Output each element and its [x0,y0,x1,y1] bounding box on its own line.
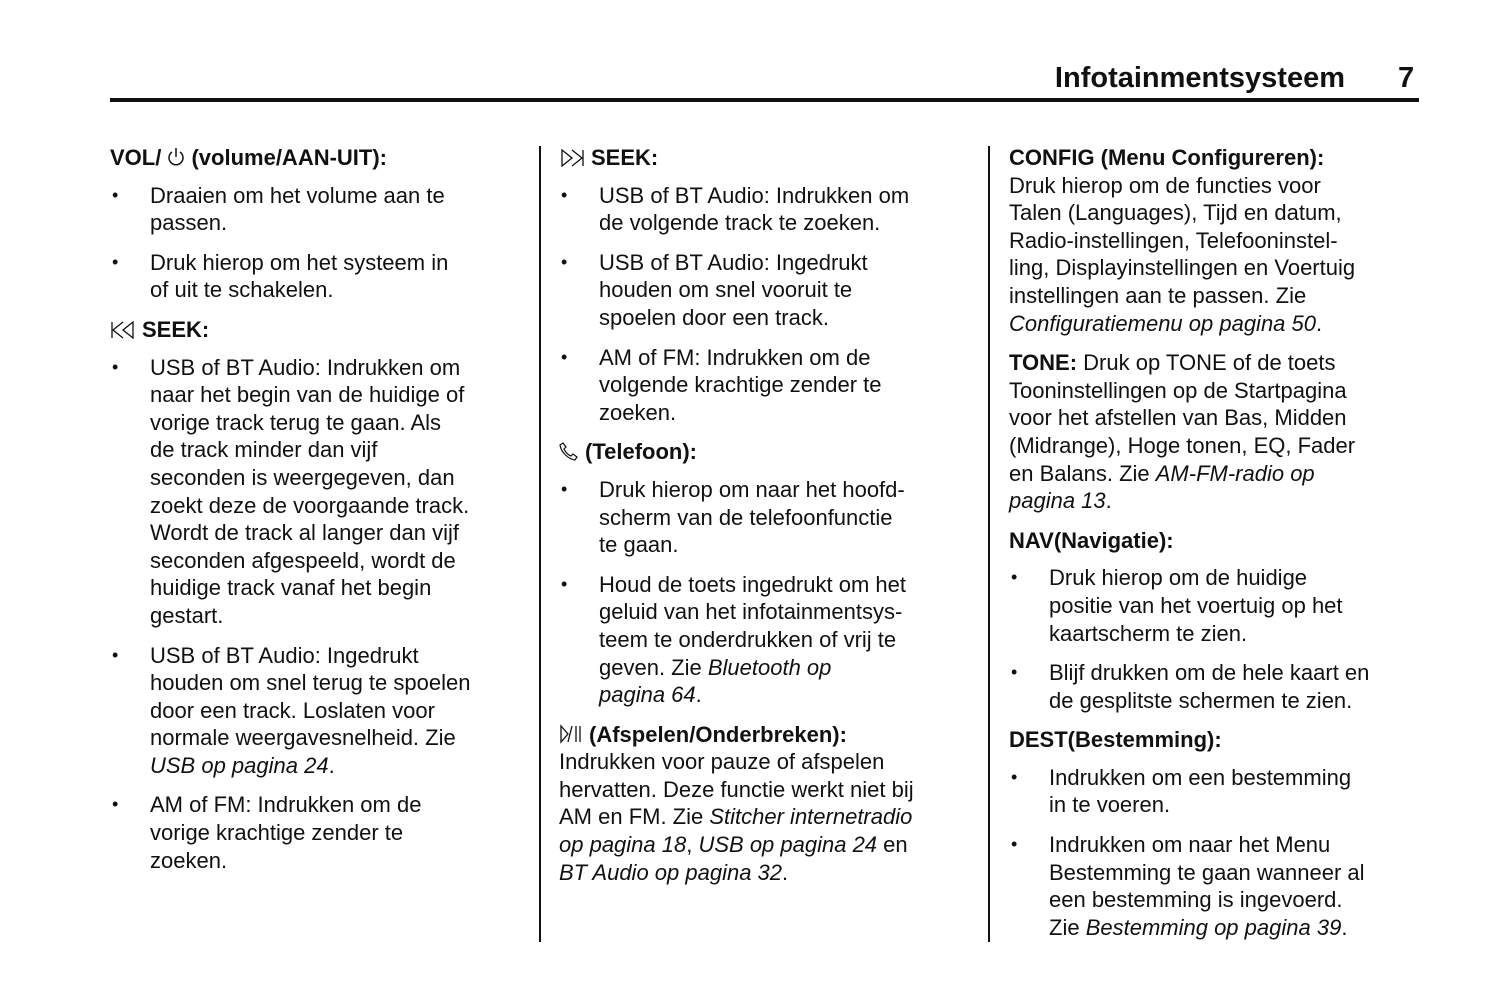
list-item: • USB of BT Audio: Indrukken om de volgende track te zoeken. [561,182,910,236]
header-rule [110,98,1419,102]
heading-dest: DEST(Bestemming): [1009,727,1222,753]
page-number: 7 [1398,62,1415,94]
column-2 [559,144,979,898]
list-item: • USB of BT Audio: Ingedrukt houden om snel vooruit te spoelen door een track. [561,249,868,330]
list-item: • Druk hierop om naar het hoofd- scherm van de telefoonfunctie te gaan. [561,476,905,558]
heading-telefoon: (Telefoon): [559,438,979,466]
list-item: • Draaien om het volume aan te passen. [112,182,445,236]
list-item: • Indrukken om naar het Menu Bestemming te gaan wanneer al een bestemming is ingevoerd. Zie Bestemming op pagina 39. [1011,832,1365,940]
list-item: • USB of BT Audio: Ingedrukt houden om snel terug te spoelen door een track. Loslaten voor normale weergavesnelheid. Zie USB op pagina 24. [112,642,471,778]
list-item: • Druk hierop om de huidige positie van het voertuig op het kaartscherm te zien. [1011,565,1343,646]
seek-forward-icon [559,149,585,167]
cross-reference[interactable]: Bluetooth op pagina 64 [599,654,832,708]
cross-reference[interactable]: USB op pagina 24 [698,832,878,858]
column-3 [1009,144,1429,953]
cross-reference[interactable]: AM-FM-radio op pagina 13 [1009,460,1315,514]
paragraph: Druk hierop om de functies voor Talen (Languages), Tijd en datum, Radio-instellingen, Telefooninstel- ling, Displayinstellingen en Voertuig instellingen aan te passen. Zie Configuratiemenu op pagina 50. [1009,172,1356,336]
list-item: • Indrukken om een bestemming in te voeren. [1011,764,1352,818]
cross-reference[interactable]: Configuratiemenu op pagina 50 [1009,310,1317,336]
section-title: Infotainmentsysteem [1054,62,1345,94]
list-item: • Houd de toets ingedrukt om het geluid van het infotainmentsys- teem te onderdrukken of vrij te geven. Zie Bluetooth op pagina 64. [561,571,906,708]
column-1 [110,144,530,886]
list-item: • Druk hierop om het systeem in of uit te schakelen. [112,249,449,303]
cross-reference[interactable]: BT Audio op pagina 32 [559,859,783,885]
heading-tone: TONE: [1009,350,1078,376]
paragraph: Indrukken voor pauze of afspelen hervatten. Deze functie werkt niet bij AM en FM. Zie Stitcher internetradio op pagina 18, USB op pagina 24 en BT Audio op pagina 32. [559,749,914,885]
heading-config: CONFIG (Menu Configureren): [1009,145,1325,170]
cross-reference[interactable]: Stitcher internetradio op pagina 18 [559,804,913,858]
play-pause-icon [559,724,583,744]
column-divider [988,146,990,942]
power-icon [167,147,185,167]
heading-seek-forward: SEEK: [559,144,979,172]
phone-icon [559,441,579,461]
heading-seek-back: SEEK: [110,316,530,344]
list-item: • USB of BT Audio: Indrukken om naar het begin van de huidige of vorige track terug te gaan. Als de track minder dan vijf seconden is weergegeven, dan zoekt deze de voorgaande track. Wordt de track al langer dan vijf seconden afgespeeld, wordt de huidige track vanaf het begin gestart. [112,354,470,628]
column-divider [539,146,541,942]
heading-play-pause: (Afspelen/Onderbreken): [559,721,979,749]
cross-reference[interactable]: Bestemming op pagina 39 [1085,914,1342,940]
list-item: • Blijf drukken om de hele kaart en de gesplitste schermen te zien. [1011,660,1370,713]
list-item: • AM of FM: Indrukken om de vorige krachtige zender te zoeken. [112,792,422,873]
seek-back-icon [110,321,136,339]
heading-vol: VOL/ (volume/AAN-UIT): [110,145,388,170]
heading-nav: NAV(Navigatie): [1009,527,1174,553]
paragraph: TONE: Druk op TONE of de toets Tooninstellingen op de Startpagina voor het afstellen van Bas, Midden (Midrange), Hoge tonen, EQ, Fader en Balans. Zie AM-FM-radio op pagina 13. [1009,350,1356,514]
list-item: • AM of FM: Indrukken om de volgende krachtige zender te zoeken. [561,344,882,425]
cross-reference[interactable]: USB op pagina 24 [150,752,329,778]
